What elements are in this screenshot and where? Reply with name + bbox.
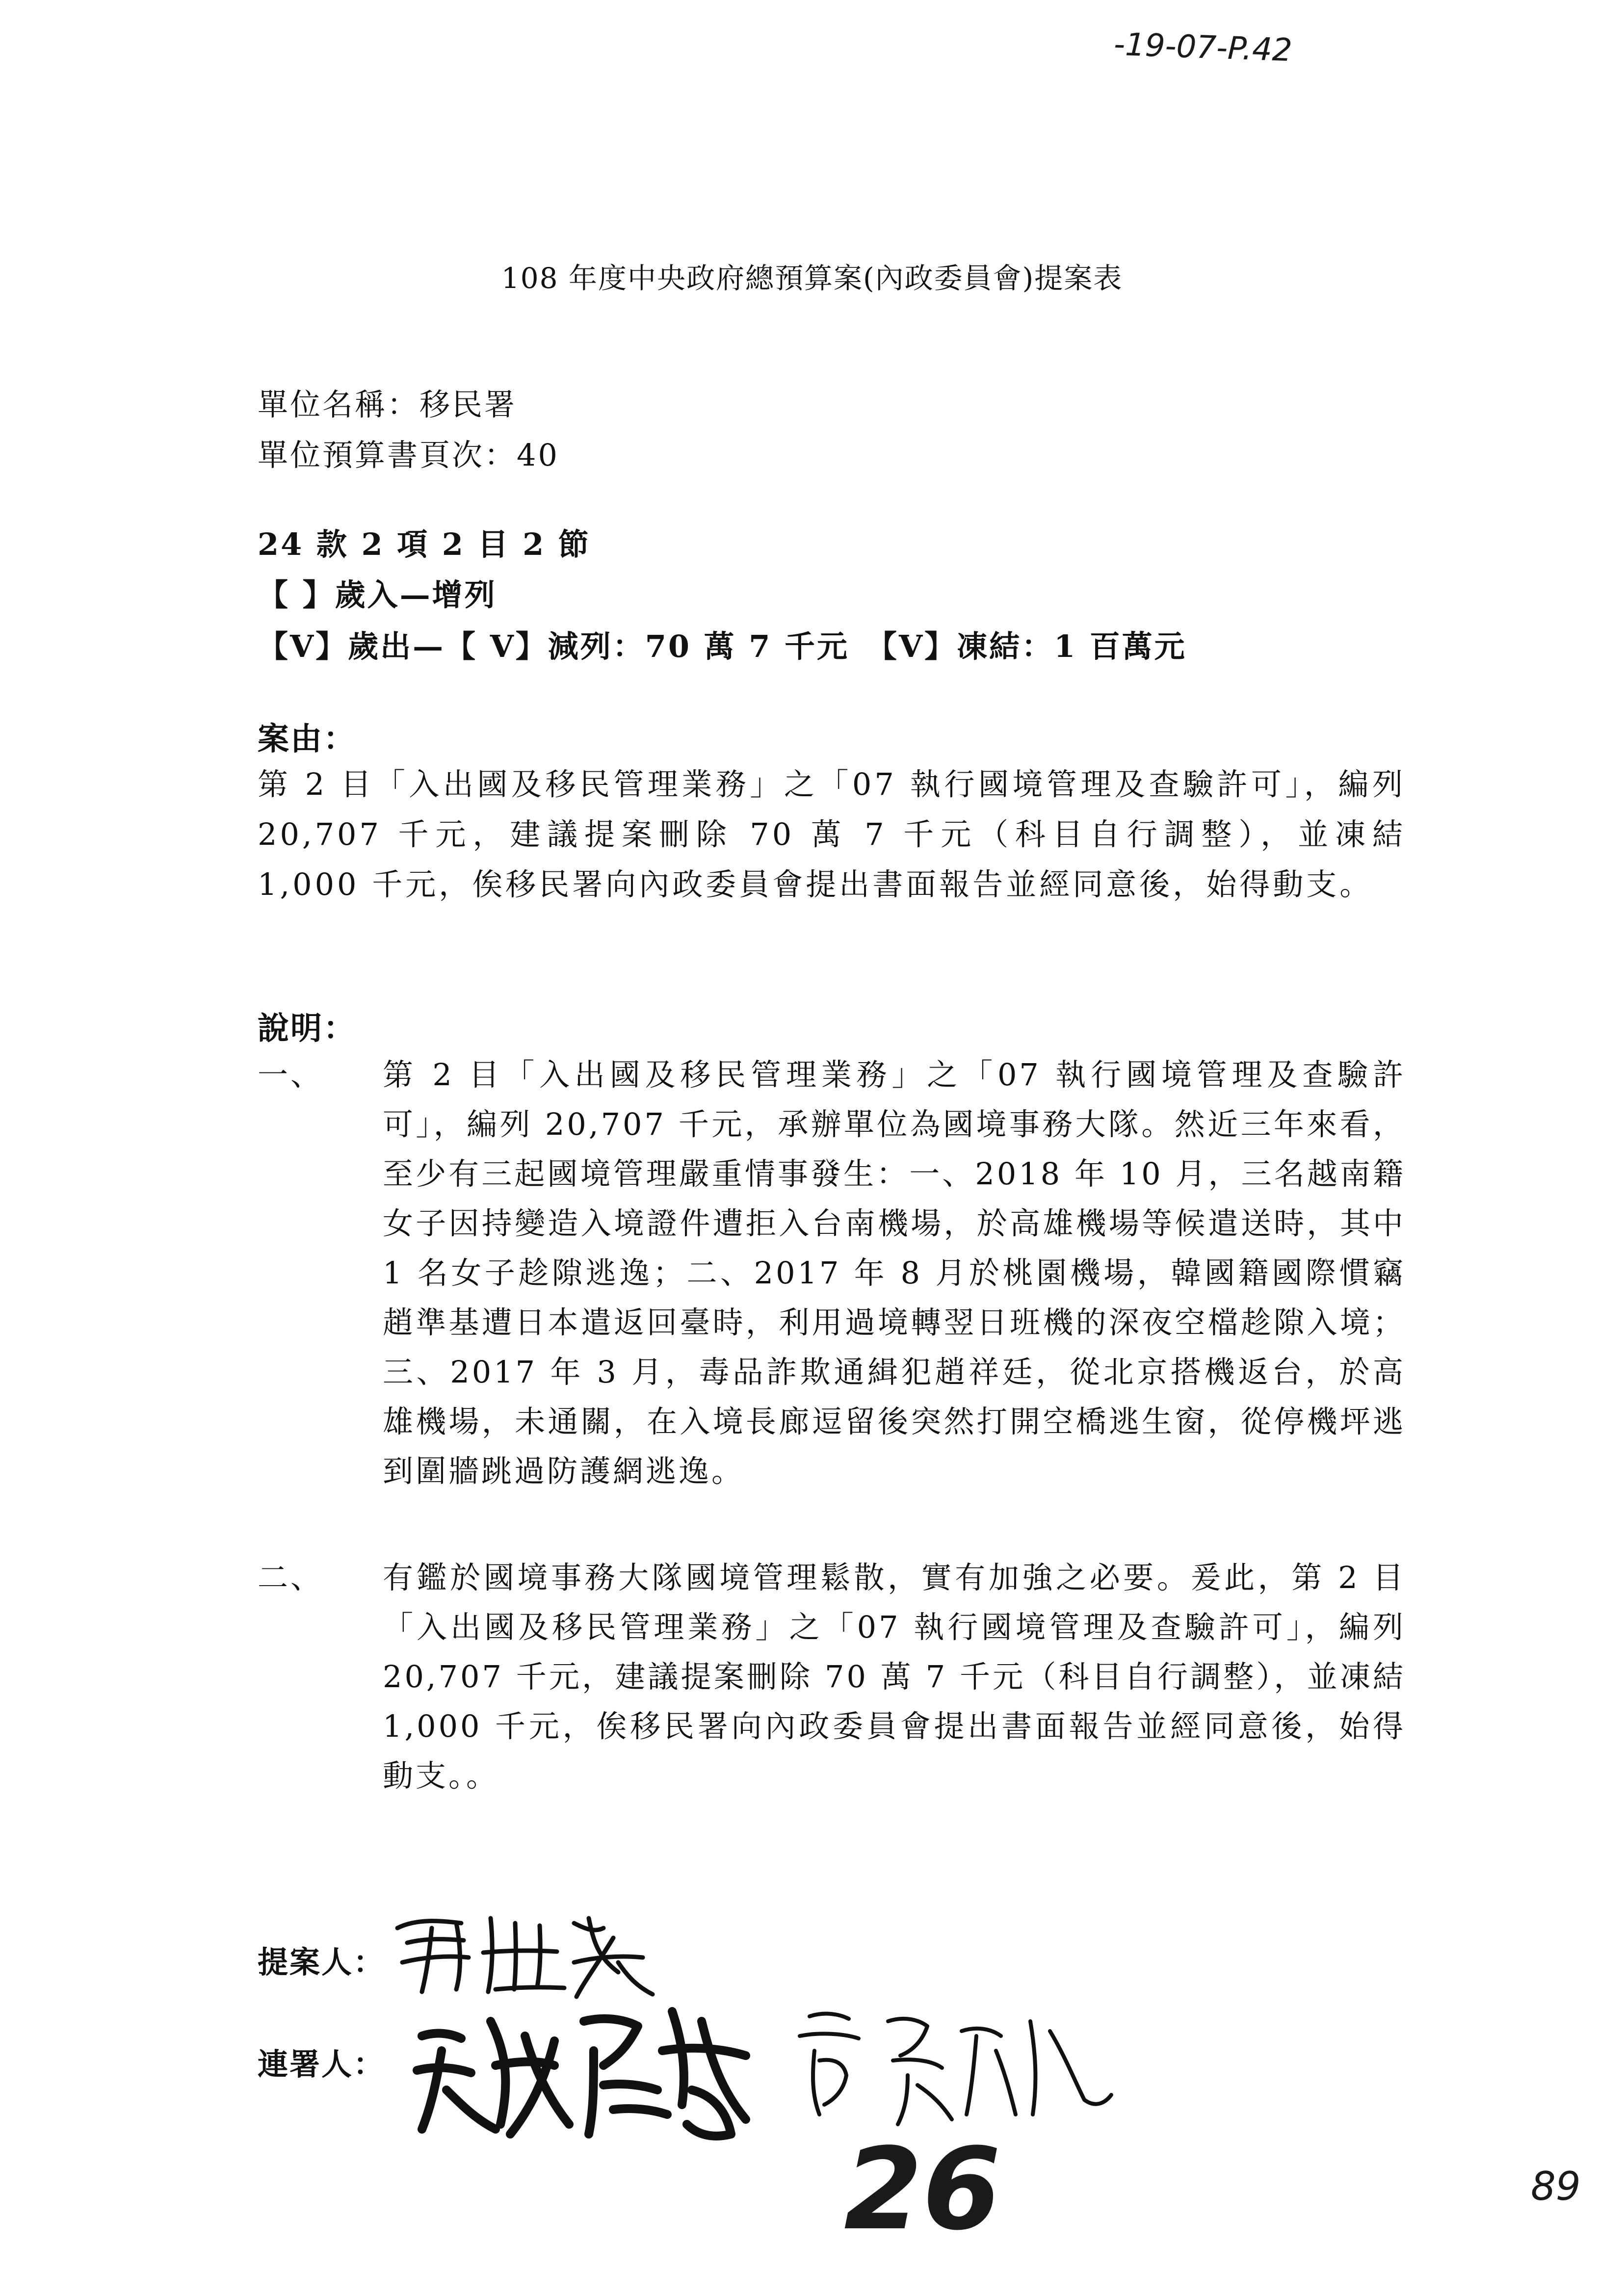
explanation-item (258, 1553, 1406, 1800)
case-heading: 案由： (258, 721, 356, 757)
budget-section: 24 款 2 項 2 目 2 節 (258, 526, 591, 562)
cosigner-signature-1 (407, 1992, 760, 2144)
handwritten-number: 26 (844, 2124, 1001, 2255)
budget-page-ref: 單位預算書頁次：40 (258, 437, 559, 473)
document-title: 108 年度中央政府總預算案(內政委員會)提案表 (501, 261, 1123, 295)
proposer-label: 提案人： (258, 1944, 386, 1980)
unit-name: 單位名稱：移民署 (258, 387, 517, 422)
cosigner-label: 連署人： (258, 2046, 386, 2082)
explanation-number: 二、 (258, 1560, 324, 1595)
page-mark: 89 (1531, 2164, 1581, 2209)
explanation-text: 有鑑於國境事務大隊國境管理鬆散，實有加強之必要。爰此，第 2 目「入出國及移民管理業務」之「07 執行國境管理及查驗許可」，編列 20,707 千元，建議提案刪除 70 萬 7 千元（科目自行調整），並凍結 1,000 千元，俟移民署向內政委員會提出書面報告並經同意後，始得動支。。 (383, 1560, 1406, 1794)
revenue-line: 【 】歲入—增列 (258, 577, 497, 613)
explanation-text: 第 2 目「入出國及移民管理業務」之「07 執行國境管理及查驗許可」，編列 20,707 千元，承辦單位為國境事務大隊。然近三年來看，至少有三起國境管理嚴重情事發生：一、2018 年 10 月，三名越南籍女子因持變造入境證件遭拒入台南機場，於高雄機場等候遣送時，其中 1 名女子趁隙逃逸；二、2017 年 8 月於桃園機場，韓國籍國際慣竊趙準基遭日本遣返回臺時，利用過境轉翌日班機的深夜空檔趁隙入境；三、2017 年 3 月，毒品詐欺通緝犯趙祥廷，從北京搭機返台，於高雄機場，未通關，在入境長廊逗留後突然打開空橋逃生窗，從停機坪逃到圍牆跳過防護網逃逸。 (383, 1057, 1406, 1489)
explanation-number: 一、 (258, 1057, 324, 1093)
case-text: 第 2 目「入出國及移民管理業務」之「07 執行國境管理及查驗許可」，編列 20,707 千元，建議提案刪除 70 萬 7 千元（科目自行調整），並凍結 1,000 千元，俟移民署向內政委員會提出書面報告並經同意後，始得動支。 (258, 766, 1406, 902)
expenditure-line: 【V】歲出—【 V】減列：70 萬 7 千元 【V】凍結：1 百萬元 (258, 628, 1187, 664)
cosigner-signature-2 (790, 2002, 1114, 2129)
explanation-heading: 說明： (258, 1010, 356, 1047)
proposer-signature (388, 1908, 662, 2002)
explanation-item (258, 1050, 1406, 1496)
handwritten-reference: -19-07-P.42 (1113, 26, 1293, 69)
